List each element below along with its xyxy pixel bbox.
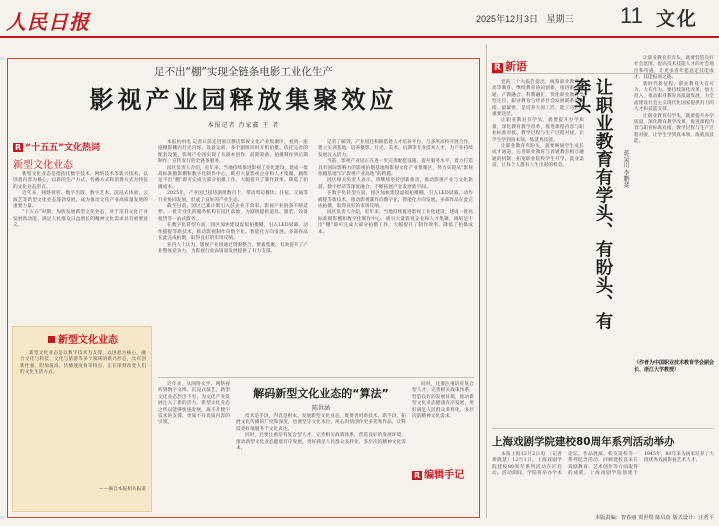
lead-body-col3: 记者了解到，产业园还积极搭建人才培养平台，与多所高校开展合作，建立实训基地，培养摄影、灯光、美术、后期等专业技术人才，为产业持续发展注入活力。 当前，影视产业园正在进一步完善配套设施，提升服务水平，着力打造具有国际影响力的影视拍摄基地和影视文化产业集聚区，努力实现从“影视拍摄基地”向“影视产业高地”的跨越。 园区相关负责人表示，将继续坚持创新驱动，推动影视产业与文化旅游、数字经济等深度融合，不断拓展产业发展新空间。 在数字化转型方面，园区加快建设虚拟拍摄棚，引入LED屏幕、动作捕捉等新技术，推动影视制作向数字化、智能化方向发展。多部作品在此完成拍摄，取得良好的市场反响。 园区负责人介绍，近年来，当地持续推进影视工业化建设，建成一批高标准摄影棚和数字化制作中心，吸引大量影视企业和人才集聚。剧组足不出“棚”即可完成大部分拍摄工作，大幅提升了制作效率、降低了拍摄成本。	[318, 140, 473, 235]
news-body-col2: 让职业教育有奔头，就要营造良好社会氛围，提高技术技能人才的社会地位和待遇，让更多青年愿意走技能成才、技能报国之路。 新时代新征程，职业教育大有可为、大有作为。要持续深化改革、加大投入，推动职业教育高质量发展，为全面建设社会主义现代化国家提供有力的人才和技能支撑。 让职业教育有学头，就要提升办学质量，深化教育教学改革，推进课程内容与职业标准对接、教学过程与生产过程对接，让学生学到真本领、练就真技能。	[634, 56, 714, 145]
editor-note-heading: R 编辑手记	[414, 470, 465, 481]
news-footnote: （作者为中国职业技术教育学会副会长、浙江大学教授）	[634, 360, 715, 373]
news-body-col1: 党的二十大报告提出，统筹职业教育、高等教育、继续教育协同创新，推进职普融通、产教融合、科教融汇，优化职业教育类型定位。职业教育与经济社会发展联系最直接、最紧密，是培养大国工匠、能工巧匠的重要途径。 让职业教育有学头，就要提升办学质量，深化教育教学改革，推进课程内容与职业标准对接、教学过程与生产过程对接，让学生学到真本领、练就真技能。 让职业教育有盼头，就要畅通学生成长成才通道，完善职业教育与普通教育相互融通的机制，拓宽职业院校学生升学、就业渠道，让每个人都有人生出彩的机会。	[492, 80, 584, 169]
lead-headline: 影视产业园释放集聚效应	[89, 86, 398, 114]
masthead	[0, 0, 719, 44]
weekday-text: 星期三	[546, 14, 574, 24]
commentary-title: 解码新型文化业态的“算法”	[253, 387, 389, 400]
lead-kicker: 足不出“棚”实现全链条电影工业化生产	[154, 66, 333, 78]
info-box-title: 新型文化业态	[13, 331, 153, 346]
commentary-author: 陈世涵	[311, 405, 330, 412]
feature-mark-icon: R	[15, 143, 22, 152]
issue-date	[476, 12, 574, 25]
feature-title: 新型文化业态	[13, 160, 73, 171]
info-box-source: ——摘自本报相关报道	[99, 487, 146, 492]
date-text: 2025年12月3日	[476, 14, 539, 24]
info-box-body: 新型文化业态是以数字技术为支撑，以创意为核心，融合文化与科技、文化与旅游等多个领域的新兴形态，具有创新性强、附加值高、传播速度快等特点，正在深刻改变人们的文化生活方式。	[20, 351, 146, 376]
lead-body-col2: 本报杭州电 记者日前走进浙江横店影视文化产业集聚区，看到一座座摄影棚内灯光闪烁、设备运转，多个剧组同时开机拍摄。依托完善的配套设施，影视产业园实现了从剧本创作、前期筹备、拍摄制作到后期制作、宣传发行的全链条服务。 园区负责人介绍，近年来，当地持续推进影视工业化建设，建成一批高标准摄影棚和数字化制作中心，吸引大量影视企业和人才集聚。剧组足不出“棚”即可完成大部分拍摄工作，大幅提升了制作效率、降低了拍摄成本。 2025年，产业园已接待剧组数百个，带动周边餐饮、住宿、交通等行业协同发展，形成了良好的产业生态。 截至目前，园区已累计吸引入驻企业千余家，影视产业链条不断延伸。一批专业化的服务机构在园区落地，为剧组提供道具、服装、设备租赁等一站式服务。 在数字化转型方面，园区加快建设虚拟拍摄棚，引入LED屏幕、动作捕捉等新技术，推动影视制作向数字化、智能化方向发展。多部作品在此完成拍摄，取得良好的市场反响。 业内人士认为，影视产业园通过资源整合、要素集聚，有效提升了产业整体竞争力，为影视行业高质量发展提供了有力支撑。	[158, 140, 308, 254]
column-divider	[486, 44, 487, 518]
theater-headline: 上海戏剧学院建校80周年系列活动举办	[492, 436, 675, 448]
feature-para: 近年来，网络视听、数字出版、数字艺术、沉浸式体验、云演艺等新型文化业态蓬勃发展，成为推动文化产业高质量发展的重要力量。	[13, 191, 148, 210]
commentary-rule	[158, 377, 474, 378]
news-section-heading: R 新语	[494, 60, 527, 73]
news-headline: 让职业教育有学头、有盼头、有奔头	[571, 78, 613, 330]
editor-mark-icon: R	[414, 471, 421, 480]
page-number: 11	[620, 3, 643, 28]
commentary-side-col: 近年来，从网络文学、网络视听到数字文博、沉浸式演艺，新型文化业态层出不穷，为文化产业发展注入了新的活力。新型文化业态之所以能够快速发展，离不开数字技术的支撑，更离不开优质内容的引领。	[158, 382, 230, 426]
feature-para: “十五五”时期，加快发展新型文化业态，对于培育文化产业发展新动能、满足人民群众日益增长的精神文化需求具有重要意义。	[13, 210, 148, 229]
news-author: 蒋昊川 李鹏斐	[622, 150, 629, 188]
theater-rule	[492, 428, 714, 429]
newspaper-logo: 人民日报	[6, 10, 90, 34]
feature-heading	[13, 140, 148, 171]
feature-kicker: R “十五五”文化热词	[15, 143, 101, 153]
lead-byline: 本报记者 肖家鑫 王 者	[207, 122, 280, 129]
theater-body: 本报上海12月2日电 （记者黄晓慧）12月1日，上海戏剧学院建校80周年系列活动在沪启动。活动期间，学院将举办学术论坛、作品展演、校友返校等一系列纪念活动，回顾建校以来在戏剧教育、艺术创作等方面取得的成就。上海戏剧学院创建于1945年，80年来为国家培养了大批优秀戏剧影视艺术人才。	[492, 452, 714, 477]
news-mark-icon: R	[494, 63, 501, 73]
commentary-right-col: 同时，还要注重培育复合型人才，完善相关政策体系，营造良好的发展环境，推动新型文化业态健康有序发展，更好满足人民群众多样化、多层次的精神文化需求。	[412, 382, 474, 420]
masthead-rule	[0, 36, 719, 38]
info-box-icon	[48, 336, 55, 343]
info-box	[12, 326, 152, 512]
feature-para: 新型文化业态是指依托数字技术、网络技术等新兴技术，以创意内容为核心，以新的生产方式、传播方式和消费方式为特征的文化业态形式。	[13, 172, 148, 190]
page-section: 文化	[656, 8, 699, 30]
footer-editors: 本版责编：智春丽 贾世煜 陈贝蓓 版式设计：汪哲平	[594, 515, 714, 521]
commentary-body: 技术是手段，内容是根本。发展新型文化业态，既要善用新技术、新手段，拓展文化传播的广度和深度，也要坚守文化本位，用心用情创作更多优秀作品，让科技更好地服务于文化表达。 同时，还要注重培育复合型人才，完善相关政策体系，营造良好的发展环境，推动新型文化业态健康有序发展，更好满足人民群众多样化、多层次的精神文化需求。	[236, 414, 406, 452]
feature-body	[13, 172, 148, 320]
